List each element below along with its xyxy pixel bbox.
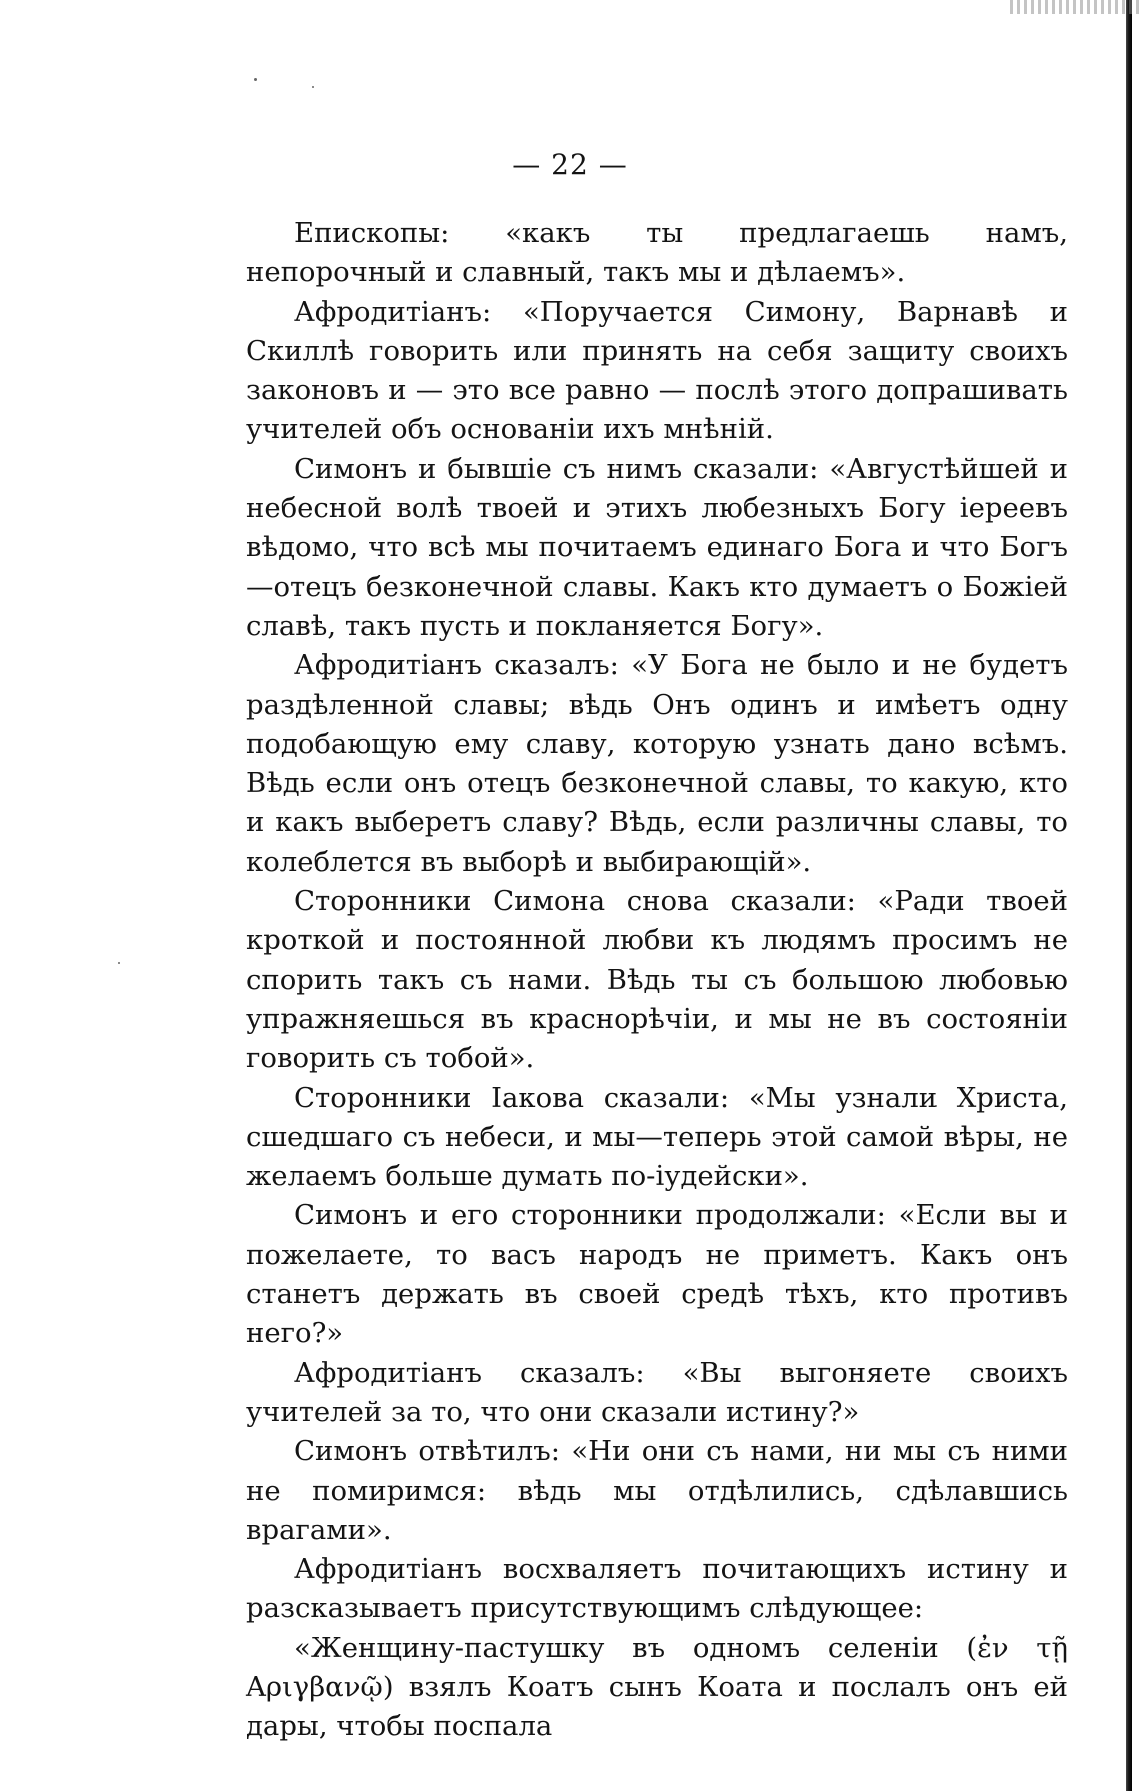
paragraph: Афродитіанъ сказалъ: «У Бога не было и не будетъ раздѣленной славы; вѣдь Онъ одинъ и имѣетъ одну подобающую ему славу, которую узнать дано всѣмъ. Вѣдь если онъ отецъ безконечной славы, то какую, кто и какъ выберетъ славу? Вѣдь, если различны славы, то колеблется въ выборѣ и выбирающій». xyxy=(246,649,1068,878)
body-text xyxy=(246,214,1068,1747)
paragraph: Симонъ и его сторонники продолжали: «Если вы и пожелаете, то васъ народъ не приметъ. Какъ онъ станетъ держать въ своей средѣ тѣхъ, кто противъ него?» xyxy=(246,1199,1068,1350)
scan-speck xyxy=(312,86,314,88)
scan-speck xyxy=(118,962,120,964)
paragraph: «Женщину-пастушку въ одномъ селеніи (ἐν τῇ Αριγβανῷ) взялъ Коатъ сынъ Коата и послалъ онъ ей дары, чтобы поспала xyxy=(246,1631,1068,1743)
scan-speck xyxy=(254,78,257,81)
paragraph: Симонъ отвѣтилъ: «Ни они съ нами, ни мы съ ними не помиримся: вѣдь мы отдѣлились, сдѣлавшись врагами». xyxy=(246,1435,1068,1546)
paragraph: Афродитіанъ восхваляетъ почитающихъ истину и разсказываетъ присутствующимъ слѣдующее: xyxy=(246,1553,1068,1625)
paragraph: Афродитіанъ: «Поручается Симону, Варнавѣ и Скиллѣ говорить или принять на себя защиту своихъ законовъ и — это все равно — послѣ этого допрашивать учителей объ основаніи ихъ мнѣній. xyxy=(246,295,1068,446)
paragraph: Сторонники Симона снова сказали: «Ради твоей кроткой и постоянной любви къ людямъ просимъ не спорить такъ съ нами. Вѣдь ты съ большою любовью упражняешься въ краснорѣчіи, и мы не въ состояніи говорить съ тобой». xyxy=(246,885,1068,1075)
paragraph: Афродитіанъ сказалъ: «Вы выгоняете своихъ учителей за то, что они сказали истину?» xyxy=(246,1356,1068,1428)
paragraph: Симонъ и бывшіе съ нимъ сказали: «Августѣйшей и небесной волѣ твоей и этихъ любезныхъ Богу іереевъ вѣдомо, что всѣ мы почитаемъ единаго Бога и что Богъ—отецъ безконечной славы. Какъ кто думаетъ о Божіей славѣ, такъ пусть и покланяется Богу». xyxy=(246,452,1068,642)
paragraph: Сторонники Іакова сказали: «Мы узнали Христа, сшедшаго съ небеси, и мы—теперь этой самой вѣры, не желаемъ больше думать по-іудейски». xyxy=(246,1081,1068,1193)
page-edge-shadow xyxy=(1126,0,1132,1791)
page-edge-top-mark xyxy=(1010,0,1140,14)
page-number: — 22 — xyxy=(512,148,628,181)
paragraph: Епископы: «какъ ты предлагаешь намъ, непорочный и славный, такъ мы и дѣлаемъ». xyxy=(246,217,1068,289)
